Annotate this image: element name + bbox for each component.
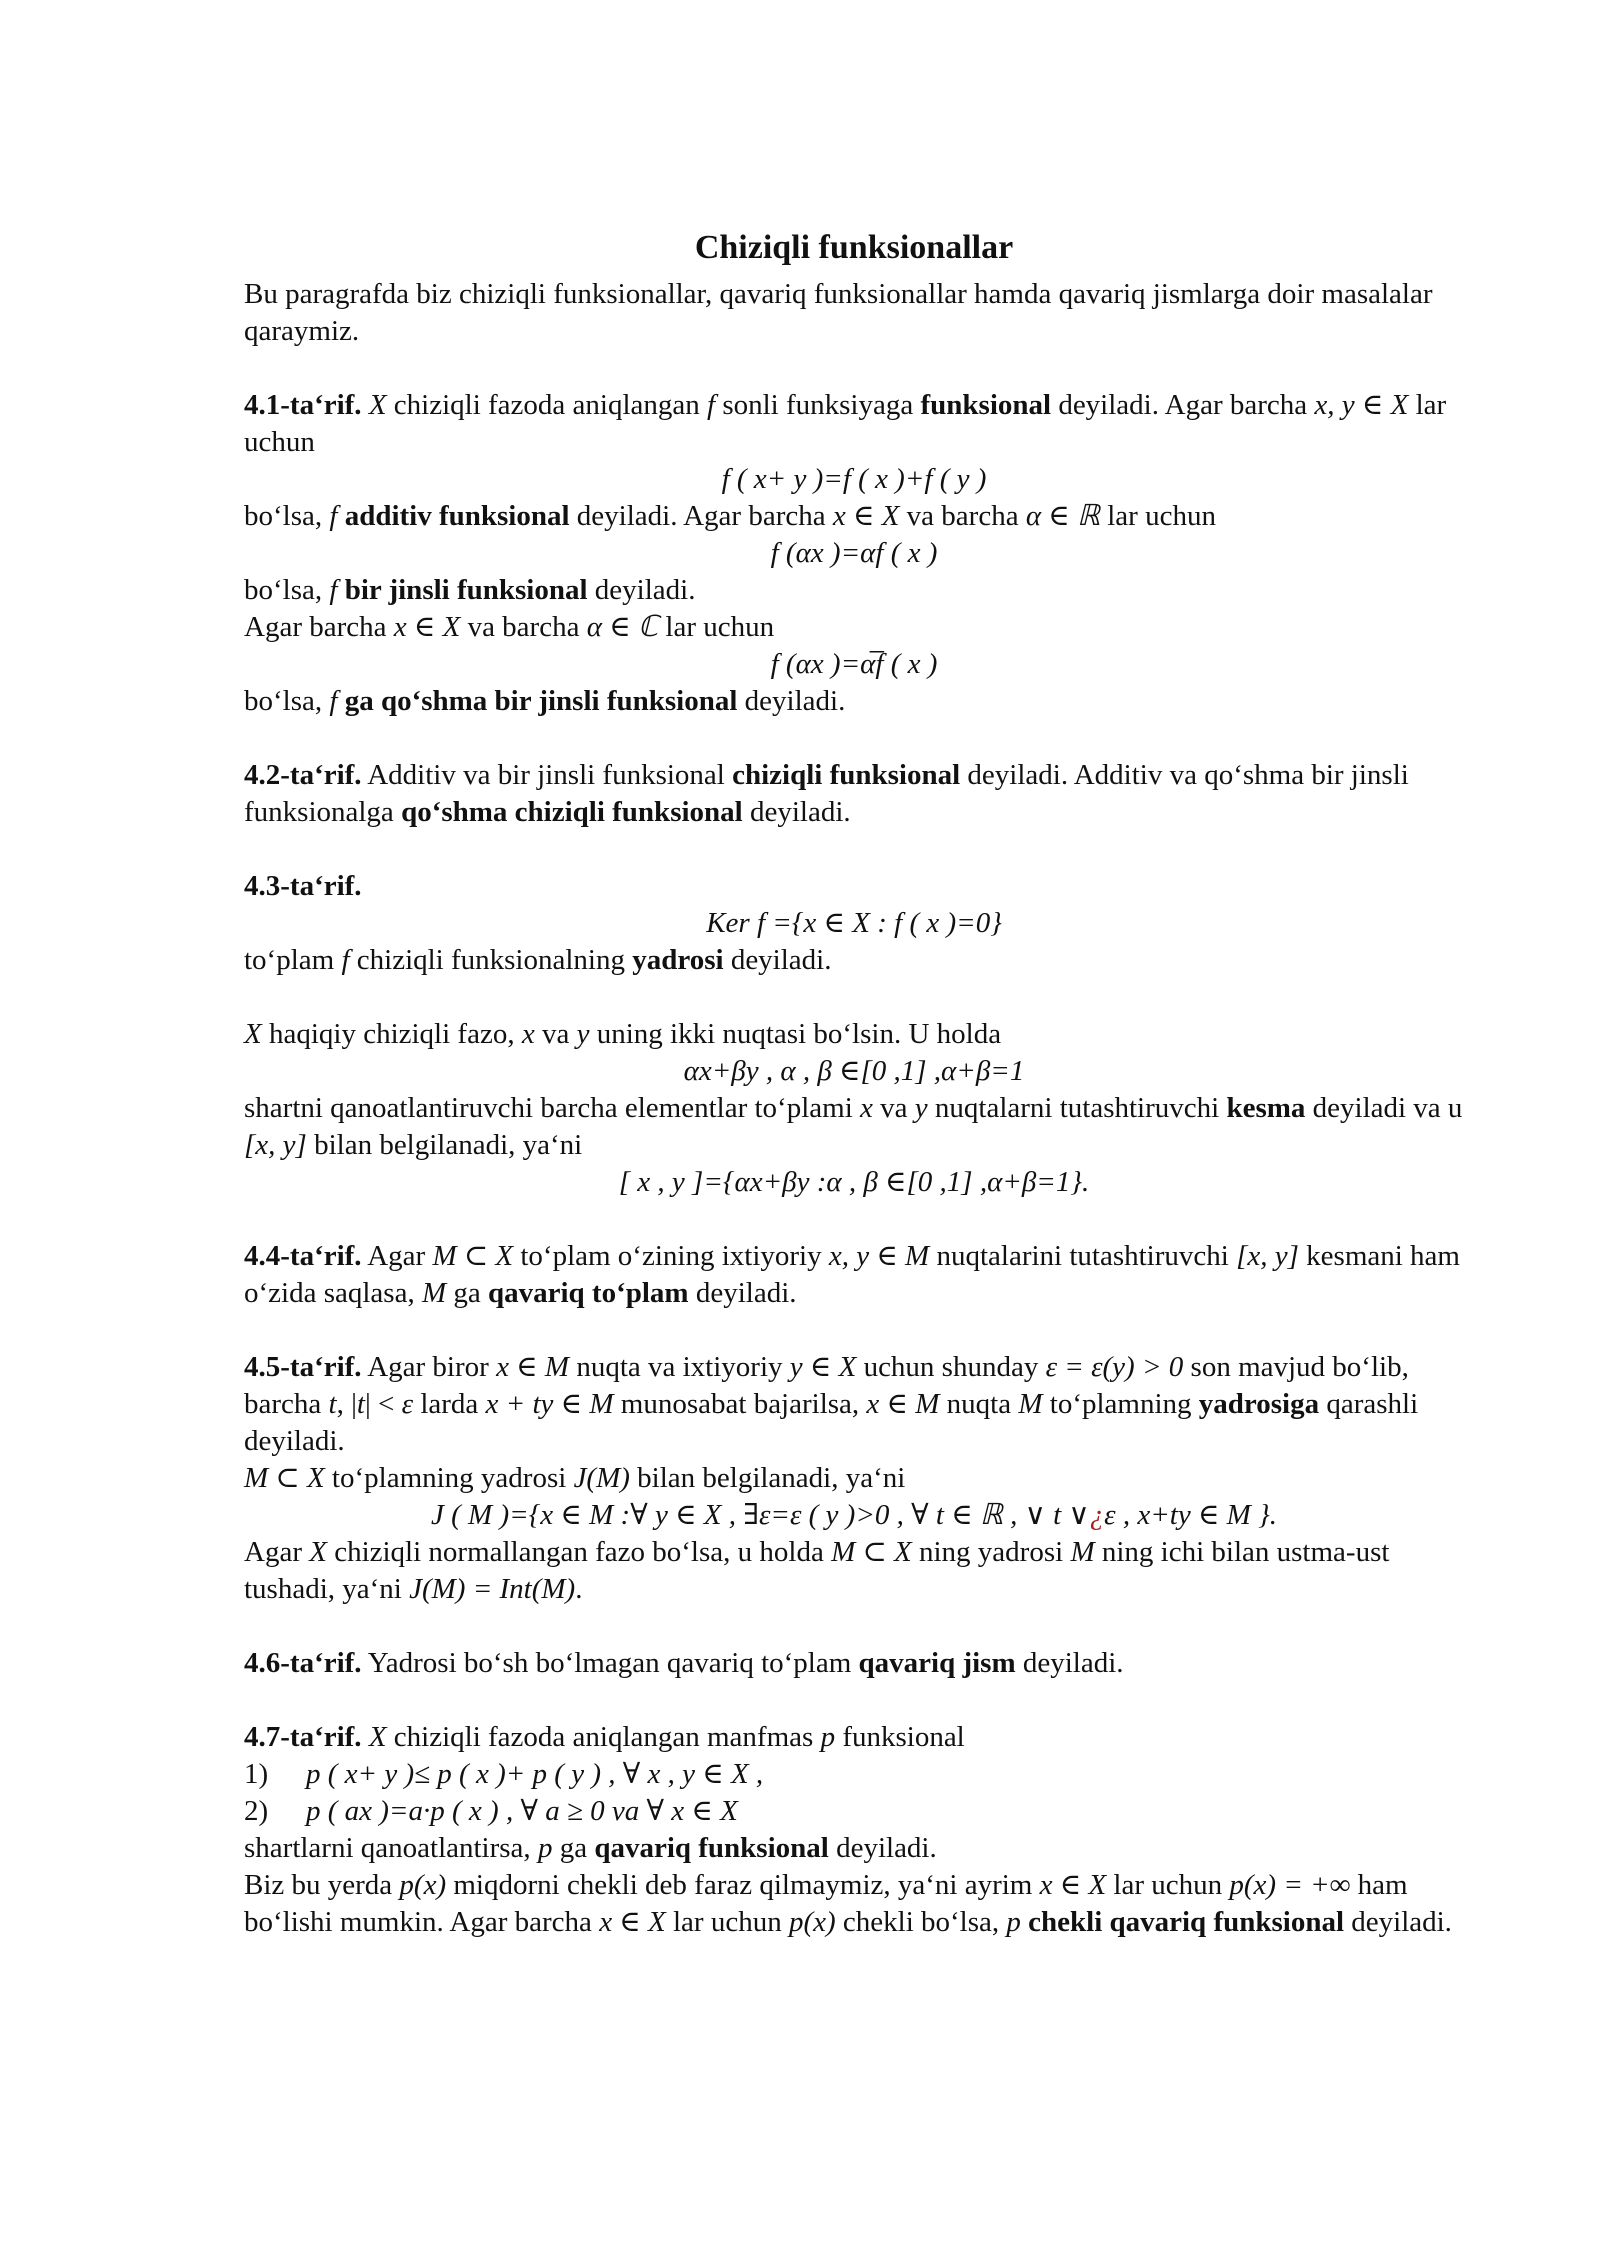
text: Agar barcha — [244, 611, 394, 643]
text: to‘plamning — [1042, 1388, 1199, 1420]
intro-paragraph: Bu paragrafda biz chiziqli funksionallar, qavariq funksionallar hamda qavariq jismlarga doir masalalar qaraymiz. — [244, 278, 1433, 347]
text: haqiqiy chiziqli fazo, — [261, 1018, 522, 1050]
definition-label: 4.3-ta‘rif. — [244, 870, 362, 902]
var: p — [820, 1721, 836, 1753]
text: lar uchun — [665, 1906, 789, 1938]
segment-definition — [244, 1090, 1464, 1164]
segment-intro — [244, 1016, 1464, 1053]
text: lar uchun — [1100, 500, 1216, 532]
condition-2 — [244, 1793, 1464, 1830]
text: ham bo‘lishi mumkin. Agar barcha — [244, 1869, 1408, 1938]
term: kesma — [1226, 1092, 1306, 1124]
formula-artifact: ¿ — [1089, 1499, 1105, 1531]
text: lar uchun — [244, 389, 1447, 458]
definition-4-4 — [244, 1238, 1464, 1312]
var: [x, y] — [244, 1129, 307, 1161]
formula-part: p ( ax )=a·p ( x ) , ∀ a ≥ 0 va ∀ x ∈ X — [306, 1795, 738, 1827]
normed-space-line — [244, 1534, 1464, 1608]
definition-label: 4.4-ta‘rif. — [244, 1240, 362, 1272]
text: to‘plam — [244, 944, 342, 976]
list-number: 2) — [244, 1795, 269, 1827]
var: α ∈ ℝ — [1025, 500, 1100, 532]
definition-4-3 — [244, 868, 1464, 905]
var: f — [329, 685, 338, 717]
var: p — [1006, 1906, 1021, 1938]
spacer — [244, 1608, 1464, 1645]
text: deyiladi. — [587, 574, 696, 606]
var: X — [368, 1721, 387, 1753]
var: x ∈ X — [1039, 1869, 1107, 1901]
text: bo‘lsa, — [244, 574, 330, 606]
var: X — [368, 389, 387, 421]
var: [x, y] — [1236, 1240, 1299, 1272]
text: Yadrosi bo‘sh bo‘lmagan qavariq to‘plam — [361, 1647, 859, 1679]
text: va barcha — [899, 500, 1026, 532]
var: y ∈ X — [789, 1351, 857, 1383]
var: t — [356, 1388, 365, 1420]
text: ga — [446, 1277, 488, 1309]
additive-line — [244, 498, 1464, 535]
text: deyiladi. — [723, 944, 832, 976]
term: chekli qavariq funksional — [1028, 1906, 1345, 1938]
text: deyiladi. — [828, 1832, 937, 1864]
text: Agar — [244, 1536, 310, 1568]
text: deyiladi va u — [1305, 1092, 1463, 1124]
text: deyiladi. — [688, 1277, 797, 1309]
text: deyiladi. Agar barcha — [1051, 389, 1315, 421]
var: x ∈ X — [832, 500, 900, 532]
text: bilan belgilanadi, ya‘ni — [629, 1462, 906, 1494]
text: qarashli deyiladi. — [244, 1388, 1419, 1457]
text: uchun shunday — [856, 1351, 1046, 1383]
definition-label: 4.2-ta‘rif. — [244, 759, 362, 791]
text: bo‘lsa, — [244, 685, 330, 717]
definition-label: 4.5-ta‘rif. — [244, 1351, 362, 1383]
var: x — [521, 1018, 535, 1050]
text: funksional — [835, 1721, 965, 1753]
var: p(x) — [399, 1869, 447, 1901]
var: p(x) — [788, 1906, 836, 1938]
var: M ⊂ X — [831, 1536, 912, 1568]
text: nuqtalarini tutashtiruvchi — [929, 1240, 1237, 1272]
text: deyiladi. — [737, 685, 846, 717]
text: larda — [413, 1388, 486, 1420]
text: Biz bu yerda — [244, 1869, 400, 1901]
term: yadrosi — [632, 944, 724, 976]
term: ga qo‘shma bir jinsli funksional — [344, 685, 738, 717]
text: deyiladi. — [1015, 1647, 1124, 1679]
list-number: 1) — [244, 1758, 269, 1790]
var: x, y ∈ X — [1314, 389, 1409, 421]
homogeneous-line — [244, 572, 1464, 609]
text: va — [872, 1092, 915, 1124]
var: x ∈ X — [393, 611, 461, 643]
spacer — [244, 979, 1464, 1016]
formula-kernel: Ker f ={x ∈ X : f ( x )=0} — [706, 907, 1002, 939]
core-notation-line — [244, 1460, 1464, 1497]
text: ga — [552, 1832, 595, 1864]
term: bir jinsli funksional — [344, 574, 588, 606]
convex-functional-line — [244, 1830, 1464, 1867]
text: sonli funksiyaga — [715, 389, 921, 421]
text: nuqta va ixtiyoriy — [569, 1351, 790, 1383]
definition-label: 4.1-ta‘rif. — [244, 389, 362, 421]
text: Agar — [361, 1240, 433, 1272]
var: t — [328, 1388, 337, 1420]
var: y — [576, 1018, 590, 1050]
text: bo‘lsa, — [244, 500, 330, 532]
var: X — [244, 1018, 262, 1050]
definition-label: 4.7-ta‘rif. — [244, 1721, 362, 1753]
definition-4-6 — [244, 1645, 1464, 1682]
formula-combination: αx+βy , α , β ∈[0 ,1] ,α+β=1 — [683, 1055, 1025, 1087]
definition-label: 4.6-ta‘rif. — [244, 1647, 362, 1679]
condition-1 — [244, 1756, 1464, 1793]
var: p(x) = +∞ — [1229, 1869, 1351, 1901]
text: ning ichi bilan ustma-ust tushadi, ya‘ni — [244, 1536, 1390, 1605]
var: x ∈ M — [496, 1351, 570, 1383]
text: | < — [364, 1388, 402, 1420]
formula-conjugate: f (αx )=α̅f ( x ) — [770, 648, 938, 680]
formula-part: p ( x+ y )≤ p ( x )+ p ( y ) , ∀ x , y ∈ X , — [306, 1758, 764, 1790]
definition-4-2 — [244, 757, 1464, 831]
text: va barcha — [460, 611, 587, 643]
term: yadrosiga — [1198, 1388, 1320, 1420]
var: x — [860, 1092, 873, 1124]
text: to‘plam o‘zining ixtiyoriy — [513, 1240, 829, 1272]
text: kesmani ham o‘zida saqlasa, — [244, 1240, 1460, 1309]
var: J(M) = Int(M) — [409, 1573, 576, 1605]
formula-part: J ( M )={x ∈ M :∀ y ∈ X , ∃ε=ε ( y )>0 , ∀ t ∈ ℝ , ∨ t ∨ — [431, 1499, 1090, 1531]
var: y — [914, 1092, 928, 1124]
var: f — [329, 500, 338, 532]
text: deyiladi. — [1344, 1906, 1452, 1938]
spacer — [244, 1201, 1464, 1238]
formula-segment: [ x , y ]={αx+βy :α , β ∈[0 ,1] ,α+β=1}. — [618, 1166, 1090, 1198]
text: nuqtalarni tutashtiruvchi — [927, 1092, 1227, 1124]
var: M — [1018, 1388, 1043, 1420]
spacer — [244, 1312, 1464, 1349]
var: f — [707, 389, 716, 421]
var: f — [341, 944, 350, 976]
var: x, y ∈ M — [828, 1240, 930, 1272]
var: M — [1070, 1536, 1095, 1568]
finite-convex-paragraph — [244, 1867, 1464, 1941]
var: M ⊂ X — [244, 1462, 325, 1494]
var: M — [421, 1277, 447, 1309]
formula-part: ε , x+ty ∈ M }. — [1104, 1499, 1277, 1531]
text: chiziqli funksionalning — [349, 944, 633, 976]
text: Additiv va bir jinsli funksional — [361, 759, 733, 791]
var: x ∈ X — [599, 1906, 666, 1938]
var: J(M) — [573, 1462, 630, 1494]
text: deyiladi. Agar barcha — [569, 500, 833, 532]
text: , | — [336, 1388, 357, 1420]
text: uning ikki nuqtasi bo‘lsin. U holda — [589, 1018, 1002, 1050]
document-body — [244, 226, 1464, 1941]
term: qo‘shma chiziqli funksional — [401, 796, 743, 828]
spacer — [244, 831, 1464, 868]
text: chiziqli fazoda aniqlangan manfmas — [386, 1721, 821, 1753]
text: va — [534, 1018, 577, 1050]
text: Agar biror — [361, 1351, 497, 1383]
text: miqdorni chekli deb faraz qilmaymiz, ya‘ni ayrim — [446, 1869, 1040, 1901]
definition-4-7 — [244, 1719, 1464, 1756]
term: additiv funksional — [344, 500, 570, 532]
conjugate-condition-line — [244, 609, 1464, 646]
term: qavariq to‘plam — [488, 1277, 689, 1309]
text: munosabat bajarilsa, — [613, 1388, 867, 1420]
text: deyiladi. — [742, 796, 851, 828]
text: shartlarni qanoatlantirsa, — [244, 1832, 538, 1864]
term: qavariq jism — [858, 1647, 1016, 1679]
term: qavariq funksional — [594, 1832, 829, 1864]
text: bilan belgilanadi, ya‘ni — [306, 1129, 583, 1161]
text: chiziqli fazoda aniqlangan — [386, 389, 708, 421]
text: chekli bo‘lsa, — [835, 1906, 1007, 1938]
var: α ∈ ℂ — [586, 611, 659, 643]
text: lar uchun — [1106, 1869, 1230, 1901]
text: chiziqli normallangan fazo bo‘lsa, u holda — [326, 1536, 832, 1568]
var: ε = ε(y) > 0 — [1045, 1351, 1184, 1383]
text: lar uchun — [658, 611, 775, 643]
var: X — [309, 1536, 327, 1568]
spacer — [244, 1682, 1464, 1719]
definition-4-5 — [244, 1349, 1464, 1460]
var: ε — [401, 1388, 414, 1420]
var: M ⊂ X — [432, 1240, 514, 1272]
formula-core — [244, 1497, 1464, 1534]
var: p — [537, 1832, 553, 1864]
definition-4-1 — [244, 387, 1464, 461]
text: shartni qanoatlantiruvchi barcha elementlar to‘plami — [244, 1092, 861, 1124]
var: x ∈ M — [866, 1388, 940, 1420]
term: funksional — [920, 389, 1052, 421]
formula-additive: f ( x+ y )=f ( x )+f ( y ) — [721, 463, 987, 495]
text: . — [575, 1573, 583, 1605]
kernel-line — [244, 942, 1464, 979]
text: nuqta — [939, 1388, 1019, 1420]
text: son mavjud bo‘lib, barcha — [244, 1351, 1409, 1420]
text: ning yadrosi — [911, 1536, 1071, 1568]
term: chiziqli funksional — [732, 759, 961, 791]
text: deyiladi. Additiv va qo‘shma bir jinsli funksionalga — [244, 759, 1409, 828]
text: to‘plamning yadrosi — [324, 1462, 574, 1494]
page-title: Chiziqli funksionallar — [694, 229, 1014, 266]
var: f — [329, 574, 338, 606]
spacer — [244, 720, 1464, 757]
conjugate-line — [244, 683, 1464, 720]
spacer — [244, 350, 1464, 387]
formula-homogeneous: f (αx )=αf ( x ) — [770, 537, 938, 569]
var: x + ty ∈ M — [485, 1388, 614, 1420]
